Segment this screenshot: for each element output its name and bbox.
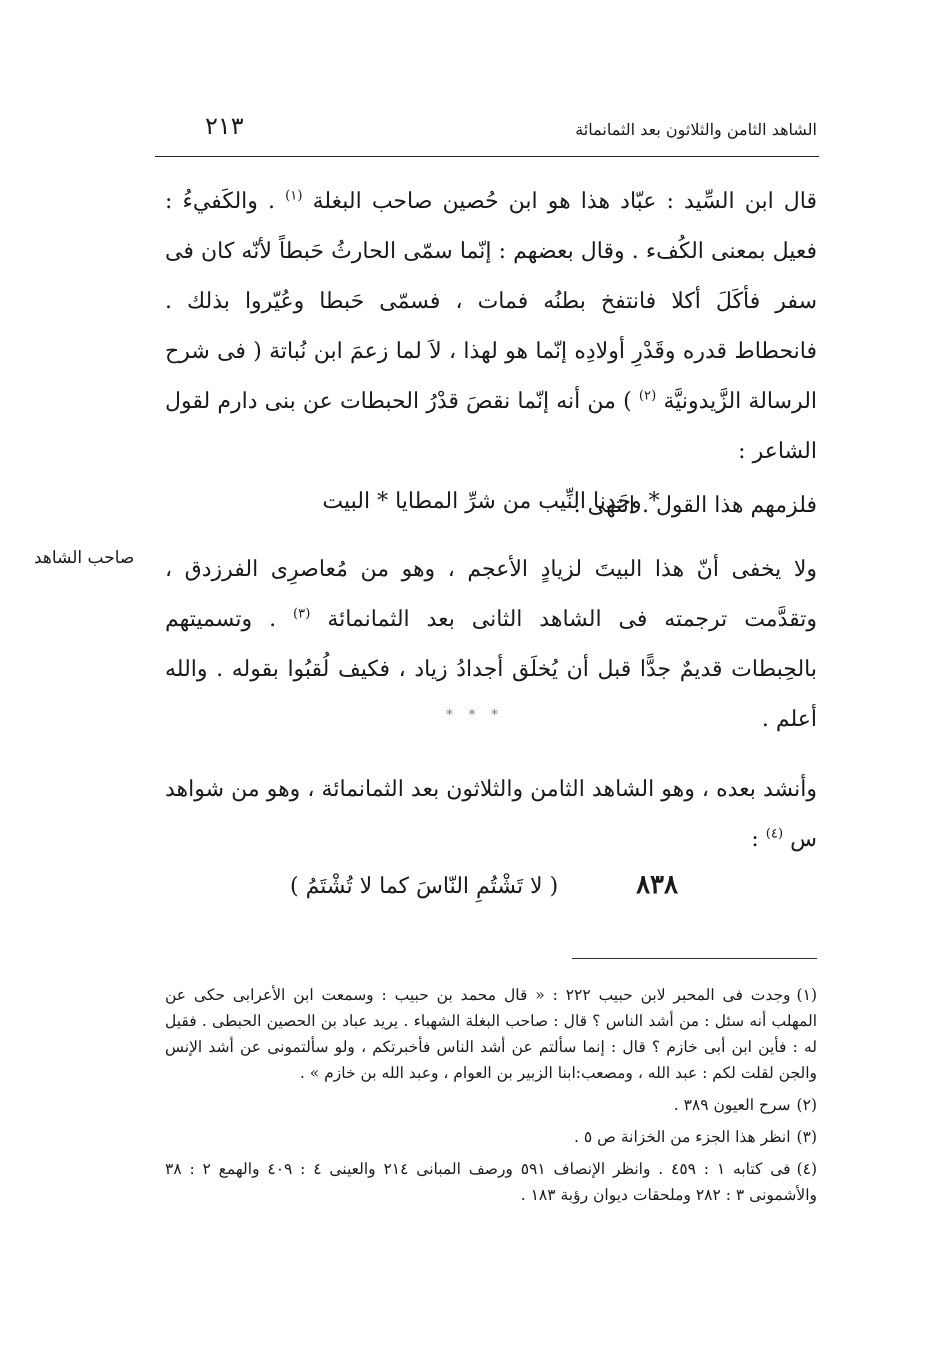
para4-text: وأنشد بعده ، وهو الشاهد الثامن والثلاثون بعد الثمانمائة ، وهو من شواهد س [165, 777, 817, 852]
shahid-number: ٨٣٨ [636, 870, 678, 900]
para3-text: ولا يخفى أنّ هذا البيتَ لزيادٍ الأعجم ، وهو من مُعاصرِى الفرزدق ، وتقدَّمت ترجمته فى الشاهد الثانى بعد الثمانمائة [165, 557, 818, 632]
header-rule [155, 156, 819, 157]
para1-text: قال ابن السِّيد : عبّاد هذا هو ابن حُصين صاحب البغلة [312, 189, 817, 214]
footnote-ref-2: (٢) [638, 388, 657, 404]
para1-text-rest: . والكَفيءُ : فعيل بمعنى الكُفء . وقال بعضهم : إنّما سمّى الحارثُ حَبطاً لأنّه كان فى سفر فأكَلَ أكلا فانتفخ بطنُه فمات ، فسمّى حَبطا وعُيّروا بذلك . فانحطاط قدره وقَدْرِ أولادِه إنّما هو لهذا ، لاَ لما زعمَ ابن نُباتة ( فى شرح الرسالة الزَّيدونيَّة [165, 189, 818, 414]
margin-note: صاحب الشاهد [34, 548, 135, 568]
footnote-ref-3: (٣) [292, 606, 311, 622]
footnote-ref-4: (٤) [765, 826, 784, 842]
footnote-number: (٣) [796, 1128, 817, 1146]
para2-text: فلزمهم هذا القول . انتهى . [573, 493, 817, 518]
footnote-1 [165, 982, 817, 1086]
para4-text-end: : [751, 827, 759, 852]
para1-text-end: ) من أنه إنّما نقصَ قدْرُ الحبطات عن بنى دارم لقول الشاعر : [165, 389, 817, 464]
page-header [155, 112, 817, 154]
footnote-text: وجدت فى المحبر لابن حبيب ٢٢٢ : « قال محمد بن حبيب : وسمعت ابن الأعرابى حكى عن المهلب أنه سئل : من أشد الناس ؟ قال : صاحب البغلة الشهباء . يريد عباد بن الحصين الحبطى . فقيل له : فأين ابن أبى خازم ؟ قال : إنما سألتم عن أشد الناس فأخبرتكم ، ولو سألتمونى عن أشد الإنس والجن لقلت لكم : عبد الله ، ومصعب:ابنا الزبير بن العوام ، وعبد الله بن خازم » . [165, 986, 817, 1082]
section-separator: * * * [446, 708, 504, 723]
footnote-3 [165, 1124, 817, 1150]
footnote-text: سرح العيون ٣٨٩ . [673, 1096, 791, 1114]
footnote-text: فى كتابه ١ : ٤٥٩ . وانظر الإنصاف ٥٩١ ورصف المبانى ٢١٤ والعينى ٤ : ٤٠٩ والهمع ٢ : ٣٨ والأشمونى ٣ : ٢٨٢ وملحقات ديوان رؤبة ١٨٣ . [165, 1160, 817, 1204]
shahid-verse: ( لا تَشْتُمِ النّاسَ كما لا تُشْتَمُ ) [290, 874, 559, 899]
footnote-number: (٤) [796, 1160, 818, 1178]
shahid-block [290, 870, 690, 920]
para3-text-end: . وتسميتهم بالحِبطات قديمٌ جدًّا قبل أن يُخلَق أجدادُ زياد ، فكيف لُقبُوا بقوله . والله أعلم . [165, 607, 817, 732]
footnote-4 [165, 1156, 817, 1208]
footnote-ref-1: (١) [285, 188, 303, 204]
footnote-rule [572, 958, 817, 959]
paragraph-2 [165, 481, 817, 531]
running-title: الشاهد الثامن والثلاثون بعد الثمانمائة [575, 120, 817, 139]
quoted-verse: * وجَدنا النِّيب من شرِّ المطايا * البيت [322, 489, 660, 514]
footnote-number: (٢) [796, 1096, 817, 1114]
footnote-2 [165, 1092, 817, 1118]
footnotes [165, 982, 817, 1214]
paragraph-1 [165, 177, 817, 527]
paragraph-4 [165, 765, 817, 865]
footnote-number: (١) [796, 986, 817, 1004]
footnote-text: انظر هذا الجزء من الخزانة ص ٥ . [574, 1128, 791, 1146]
page-number: ٢١٣ [205, 112, 244, 140]
